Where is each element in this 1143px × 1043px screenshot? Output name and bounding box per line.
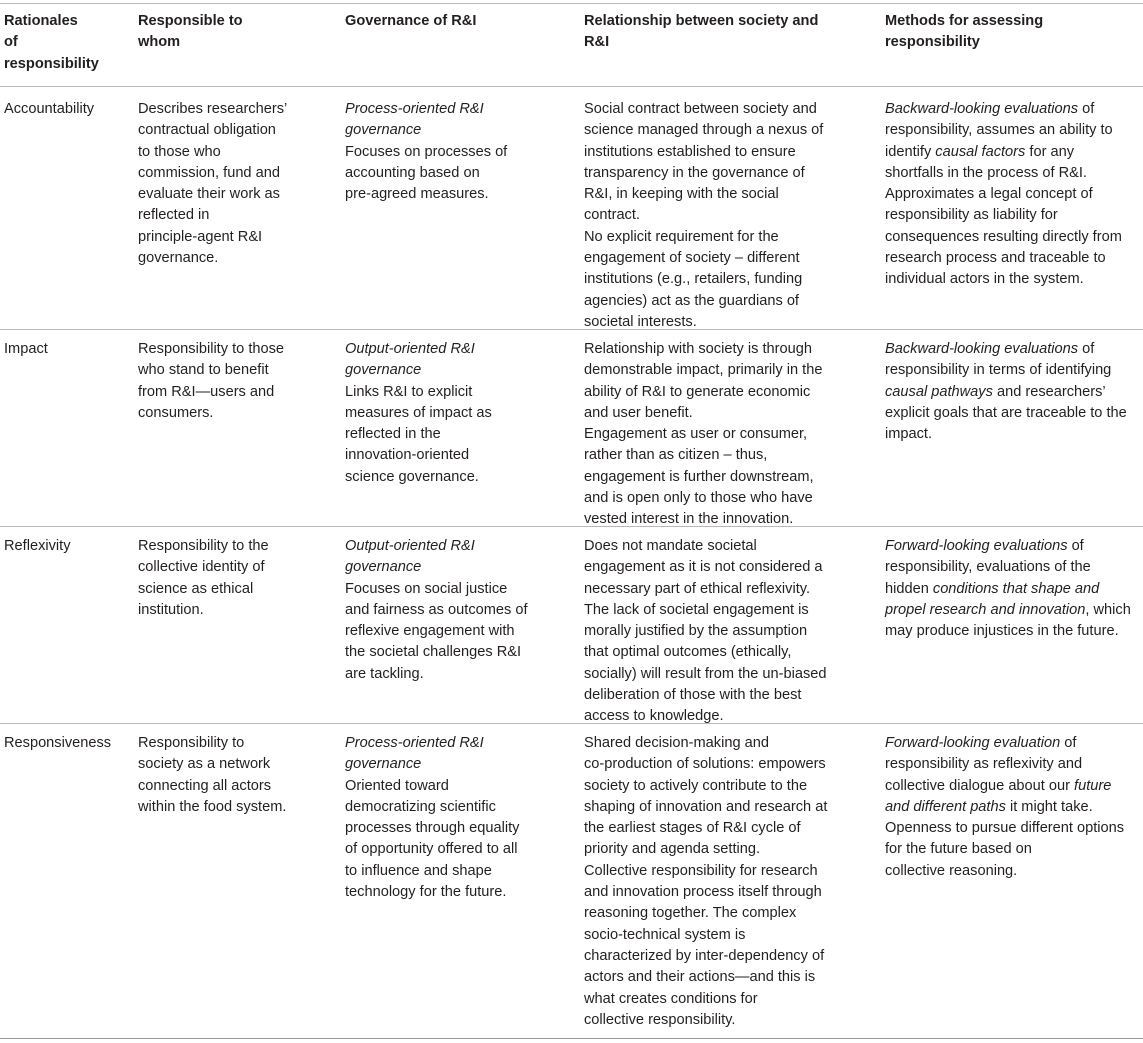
cell-line: engagement of society – different xyxy=(584,250,800,267)
cell-line: reflexive engagement with xyxy=(345,623,515,640)
cell-line: institutions established to ensure xyxy=(584,143,796,160)
cell-line: Collective responsibility for research xyxy=(584,862,818,879)
relationship-cell xyxy=(584,99,823,333)
rationale-cell xyxy=(4,536,71,557)
cell-line: vested interest in the innovation. xyxy=(584,511,794,528)
cell-line xyxy=(885,536,1131,557)
italic-phrase: Forward-looking evaluation xyxy=(885,735,1061,751)
cell-line xyxy=(885,163,1122,184)
cell-line: Oriented toward xyxy=(345,777,449,794)
cell-line: Responsiveness xyxy=(4,735,112,751)
cell-line: rather than as citizen – thus, xyxy=(584,447,768,464)
cell-line: technology for the future. xyxy=(345,884,507,901)
cell-line xyxy=(885,861,1124,882)
cell-line: reasoning together. The complex xyxy=(584,905,797,922)
cell-line: Shared decision-making and xyxy=(584,735,769,751)
cell-line: to those who xyxy=(138,143,221,160)
cell-line: governance xyxy=(345,362,422,379)
cell-line: Focuses on social justice xyxy=(345,580,508,597)
cell-line: within the food system. xyxy=(138,798,287,815)
cell-line: ability of R&I to generate economic xyxy=(584,383,811,400)
header-rule xyxy=(0,86,1143,87)
italic-phrase: causal pathways xyxy=(885,383,993,400)
cell-line xyxy=(885,818,1124,839)
header-responsible-to-whom: Responsible to whom xyxy=(138,13,243,51)
text-segment: responsibility as liability for xyxy=(885,207,1058,224)
methods-cell xyxy=(885,99,1122,291)
header-methods: Methods for assessing responsibility xyxy=(885,13,1044,51)
cell-line: measures of impact as xyxy=(345,404,492,421)
governance-cell xyxy=(345,733,519,903)
cell-line xyxy=(885,754,1124,775)
cell-line: science governance. xyxy=(345,468,479,485)
cell-line xyxy=(885,248,1122,269)
text-segment: impact. xyxy=(885,426,933,443)
cell-line: engagement is further downstream, xyxy=(584,468,814,485)
cell-line xyxy=(885,120,1122,141)
cell-line: governance. xyxy=(138,250,219,267)
cell-line: Describes researchers’ xyxy=(138,101,288,117)
cell-line xyxy=(885,600,1131,621)
cell-line: Responsibility to those xyxy=(138,341,285,357)
text-segment: collective dialogue about our xyxy=(885,777,1075,794)
header-rationales: Rationales of responsibility xyxy=(4,13,99,72)
responsible-to-whom-cell xyxy=(138,536,269,621)
cell-line: characterized by inter-dependency of xyxy=(584,947,825,964)
cell-line: contractual obligation xyxy=(138,122,276,139)
cell-line: R&I, in keeping with the social xyxy=(584,186,779,203)
text-segment: Openness to pursue different options xyxy=(885,820,1125,837)
cell-line: engagement as it is not considered a xyxy=(584,559,823,576)
cell-line xyxy=(885,382,1127,403)
cell-line: actors and their actions—and this is xyxy=(584,969,816,986)
cell-line xyxy=(885,99,1122,120)
text-segment: identify xyxy=(885,143,936,160)
cell-line: socio-technical system is xyxy=(584,926,746,943)
cell-line: Social contract between society and xyxy=(584,101,817,117)
table-bottom-rule xyxy=(0,1038,1143,1039)
text-segment: of xyxy=(1067,538,1084,554)
cell-line: agencies) act as the guardians of xyxy=(584,292,799,309)
cell-line: and innovation process itself through xyxy=(584,884,822,901)
cell-line: connecting all actors xyxy=(138,777,272,794)
text-segment: responsibility in terms of identifying xyxy=(885,362,1112,379)
cell-line: accounting based on xyxy=(345,164,480,181)
cell-line: governance xyxy=(345,559,422,576)
cell-line: co-production of solutions: empowers xyxy=(584,756,826,773)
relationship-cell xyxy=(584,536,827,728)
text-segment: consequences resulting directly from xyxy=(885,228,1122,245)
cell-line: democratizing scientific xyxy=(345,798,496,815)
cell-line: society to actively contribute to the xyxy=(584,777,808,794)
cell-line: shaping of innovation and research at xyxy=(584,798,828,815)
cell-line: science managed through a nexus of xyxy=(584,122,824,139)
cell-line xyxy=(885,839,1124,860)
cell-line xyxy=(885,360,1127,381)
header-governance: Governance of R&I xyxy=(345,13,477,29)
cell-line: science as ethical xyxy=(138,580,254,597)
cell-line: governance xyxy=(345,756,422,773)
governance-cell xyxy=(345,99,507,205)
cell-line: the earliest stages of R&I cycle of xyxy=(584,820,801,837)
text-segment: responsibility as reflexivity and xyxy=(885,756,1083,773)
cell-line xyxy=(885,227,1122,248)
cell-line xyxy=(885,776,1124,797)
cell-line: society as a network xyxy=(138,756,271,773)
cell-line: reflected in xyxy=(138,207,210,224)
cell-line: Accountability xyxy=(4,101,95,117)
cell-line: what creates conditions for xyxy=(584,990,758,1007)
text-segment: for any xyxy=(1025,143,1075,160)
cell-line: contract. xyxy=(584,207,640,224)
cell-line xyxy=(885,579,1131,600)
italic-phrase: Backward-looking evaluations xyxy=(885,101,1079,117)
cell-line xyxy=(885,424,1127,445)
cell-line: governance xyxy=(345,122,422,139)
cell-line: No explicit requirement for the xyxy=(584,228,779,245)
row-rule xyxy=(0,723,1143,724)
cell-line xyxy=(885,557,1131,578)
cell-line: to influence and shape xyxy=(345,862,492,879)
cell-line: Process-oriented R&I xyxy=(345,101,484,117)
cell-line: Does not mandate societal xyxy=(584,538,757,554)
text-segment: collective reasoning. xyxy=(885,862,1018,879)
rationale-cell xyxy=(4,733,111,754)
table-top-rule xyxy=(0,3,1143,4)
text-segment: of xyxy=(1078,341,1095,357)
text-segment: of xyxy=(1060,735,1077,751)
cell-line: priority and agenda setting. xyxy=(584,841,761,858)
text-segment: responsibility, assumes an ability to xyxy=(885,122,1113,139)
cell-line: Process-oriented R&I xyxy=(345,735,484,751)
cell-line: and is open only to those who have xyxy=(584,490,813,507)
cell-line: collective identity of xyxy=(138,559,265,576)
cell-line xyxy=(885,403,1127,424)
cell-line: Responsibility to xyxy=(138,735,245,751)
cell-line: institution. xyxy=(138,601,204,618)
cell-line: societal interests. xyxy=(584,313,697,330)
text-segment: individual actors in the system. xyxy=(885,271,1084,288)
cell-line: transparency in the governance of xyxy=(584,164,805,181)
cell-line xyxy=(885,621,1131,642)
cell-line: the societal challenges R&I xyxy=(345,644,522,661)
cell-line xyxy=(885,797,1124,818)
rationale-cell xyxy=(4,339,48,360)
text-segment: , which xyxy=(1085,601,1131,618)
methods-cell xyxy=(885,339,1127,445)
italic-phrase: causal factors xyxy=(935,143,1026,160)
italic-phrase: and different paths xyxy=(885,798,1006,815)
header-relationship: Relationship between society and R&I xyxy=(584,13,819,51)
cell-line: that optimal outcomes (ethically, xyxy=(584,644,792,661)
methods-cell xyxy=(885,733,1124,882)
text-segment: hidden xyxy=(885,580,933,597)
cell-line: necessary part of ethical reflexivity. xyxy=(584,580,811,597)
relationship-cell xyxy=(584,733,827,1031)
cell-line xyxy=(885,733,1124,754)
cell-line: deliberation of those with the best xyxy=(584,687,802,704)
text-segment: responsibility, evaluations of the xyxy=(885,559,1091,576)
italic-phrase: Backward-looking evaluations xyxy=(885,341,1079,357)
cell-line: principle-agent R&I xyxy=(138,228,263,245)
text-segment: Approximates a legal concept of xyxy=(885,186,1093,203)
cell-line: Relationship with society is through xyxy=(584,341,812,357)
italic-phrase: propel research and innovation xyxy=(885,601,1086,618)
text-segment: may produce injustices in the future. xyxy=(885,623,1119,640)
cell-line xyxy=(885,269,1122,290)
responsible-to-whom-cell xyxy=(138,733,286,818)
cell-line: Responsibility to the xyxy=(138,538,269,554)
cell-line: reflected in the xyxy=(345,426,441,443)
cell-line: evaluate their work as xyxy=(138,186,280,203)
text-segment: it might take. xyxy=(1005,798,1093,815)
responsible-to-whom-cell xyxy=(138,339,284,424)
cell-line: Focuses on processes of xyxy=(345,143,508,160)
cell-line: from R&I—users and xyxy=(138,383,275,400)
cell-line: commission, fund and xyxy=(138,164,280,181)
governance-cell xyxy=(345,536,528,685)
text-segment: research process and traceable to xyxy=(885,250,1106,267)
rationale-cell xyxy=(4,99,94,120)
row-rule xyxy=(0,329,1143,330)
cell-line: The lack of societal engagement is xyxy=(584,601,809,618)
italic-phrase: future xyxy=(1074,777,1112,794)
relationship-cell xyxy=(584,339,822,531)
cell-line: consumers. xyxy=(138,404,214,421)
text-segment: explicit goals that are traceable to the xyxy=(885,404,1127,421)
cell-line: Impact xyxy=(4,341,48,357)
cell-line: morally justified by the assumption xyxy=(584,623,808,640)
text-segment: of xyxy=(1078,101,1095,117)
cell-line: demonstrable impact, primarily in the xyxy=(584,362,823,379)
cell-line: collective responsibility. xyxy=(584,1011,736,1028)
cell-line xyxy=(885,205,1122,226)
responsible-to-whom-cell xyxy=(138,99,287,269)
cell-line: institutions (e.g., retailers, funding xyxy=(584,271,803,288)
italic-phrase: Forward-looking evaluations xyxy=(885,538,1068,554)
governance-cell xyxy=(345,339,492,488)
cell-line: processes through equality xyxy=(345,820,520,837)
italic-phrase: conditions that shape and xyxy=(932,580,1100,597)
cell-line: of opportunity offered to all xyxy=(345,841,518,858)
cell-line xyxy=(885,184,1122,205)
cell-line: socially) will result from the un-biased xyxy=(584,665,827,682)
cell-line: and user benefit. xyxy=(584,404,693,421)
text-segment: shortfalls in the process of R&I. xyxy=(885,164,1087,181)
cell-line: Output-oriented R&I xyxy=(345,538,475,554)
text-segment: for the future based on xyxy=(885,841,1032,858)
cell-line: Output-oriented R&I xyxy=(345,341,475,357)
cell-line: pre-agreed measures. xyxy=(345,186,489,203)
row-rule xyxy=(0,526,1143,527)
cell-line: Links R&I to explicit xyxy=(345,383,473,400)
cell-line: who stand to benefit xyxy=(138,362,269,379)
methods-cell xyxy=(885,536,1131,642)
cell-line: are tackling. xyxy=(345,665,424,682)
cell-line: innovation-oriented xyxy=(345,447,470,464)
cell-line: Reflexivity xyxy=(4,538,71,554)
text-segment: and researchers’ xyxy=(992,383,1106,400)
cell-line xyxy=(885,339,1127,360)
cell-line: access to knowledge. xyxy=(584,708,724,725)
cell-line xyxy=(885,142,1122,163)
cell-line: Engagement as user or consumer, xyxy=(584,426,808,443)
cell-line: and fairness as outcomes of xyxy=(345,601,528,618)
